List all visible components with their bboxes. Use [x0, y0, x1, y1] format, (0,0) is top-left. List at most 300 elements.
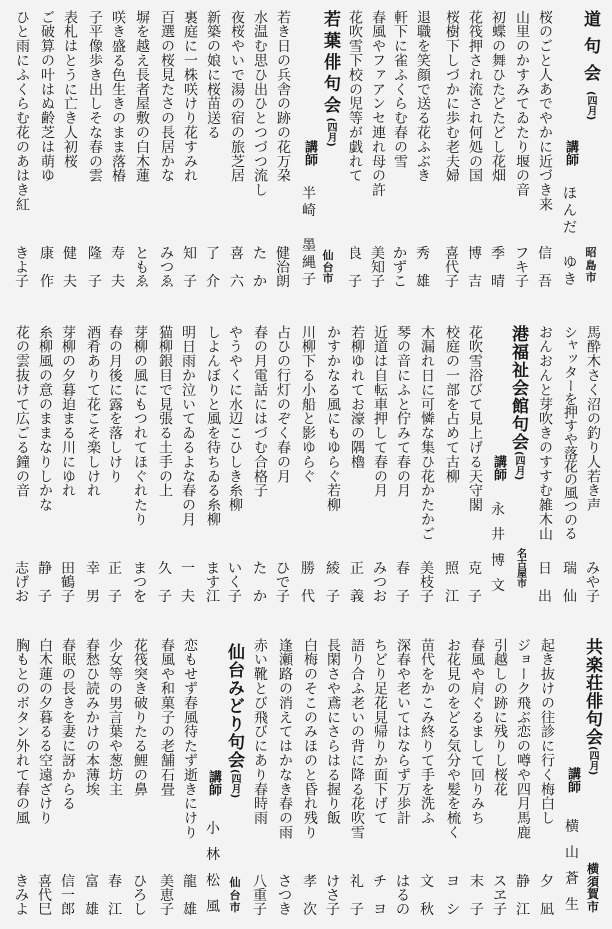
haiku-entry: [110, 10, 126, 292]
haiku-entry: [395, 638, 411, 920]
glyph: 吾: [538, 274, 552, 290]
haiku-author: [395, 562, 411, 604]
glyph: 小: [206, 821, 220, 837]
haiku-text: やうやくに水辺こひしき糸柳: [227, 325, 243, 513]
haiku-text: 引越しの跡に残りし桜花: [492, 638, 508, 797]
group-header: [580, 10, 600, 120]
glyph: 子: [493, 902, 507, 918]
haiku-entry: [275, 10, 291, 292]
glyph: 喜: [445, 246, 459, 262]
glyph: で: [276, 575, 290, 591]
haiku-entry: [539, 638, 555, 920]
glyph: 昭: [585, 246, 597, 259]
glyph: き: [563, 271, 577, 288]
haiku-author: [537, 562, 553, 604]
glyph: 治: [276, 260, 290, 276]
glyph: み: [586, 561, 600, 577]
glyph: 富: [85, 874, 99, 890]
haiku-author: [275, 562, 291, 604]
haiku-entry: [302, 638, 318, 920]
haiku-entry: [182, 638, 198, 920]
glyph: つ: [373, 575, 387, 591]
haiku-author: [302, 875, 318, 917]
glyph: 林: [206, 847, 220, 863]
lecturer-label: 講師: [563, 140, 578, 166]
glyph: し: [133, 902, 147, 918]
glyph: 永: [491, 502, 505, 518]
haiku-author: [349, 875, 365, 917]
glyph: 照: [445, 561, 459, 577]
haiku-entry: [300, 325, 316, 607]
haiku-text: 白梅のそこのみほのと昏れ残り: [302, 638, 318, 840]
glyph: フ: [515, 246, 529, 262]
glyph: 美: [371, 246, 385, 262]
haiku-text: 白木蓮の夕暮るる空遠ざけり: [37, 638, 53, 826]
glyph: 代: [301, 589, 315, 605]
glyph: 出: [538, 589, 552, 605]
haiku-author: [349, 562, 365, 604]
glyph: 六: [230, 274, 244, 290]
haiku-author: [515, 875, 531, 917]
haiku-author: [39, 247, 55, 289]
glyph: 子: [38, 589, 52, 605]
glyph: 子: [15, 274, 29, 290]
glyph: ほ: [563, 186, 577, 202]
glyph: 静: [38, 561, 52, 577]
group-city: [322, 250, 334, 284]
glyph: け: [326, 874, 340, 890]
haiku-text: 占ひの行灯のぞく春の月: [275, 325, 291, 484]
haiku-text: ジョーク飛ぶ恋の噂や四月馬鹿: [515, 638, 531, 840]
haiku-author: [180, 562, 196, 604]
haiku-author: [277, 875, 293, 917]
glyph: る: [396, 888, 410, 904]
haiku-entry: [415, 10, 431, 292]
haiku-text: 花吹雪浴びて見上げる天守閣: [467, 325, 483, 513]
haiku-author: [182, 247, 198, 289]
glyph: 博: [468, 246, 482, 262]
glyph: 綾: [326, 561, 340, 577]
haiku-text: 退職を笑顔で送る花ふぶき: [415, 10, 431, 183]
haiku-entry: [205, 10, 221, 292]
haiku-entry: [277, 638, 293, 920]
haiku-author: [110, 247, 126, 289]
glyph: 代: [445, 260, 459, 276]
haiku-entry: [107, 638, 123, 920]
haiku-entry: [14, 638, 30, 920]
glyph: た: [253, 561, 267, 577]
group-month: (四月): [513, 451, 524, 481]
haiku-text: おんおんと芽吹きのすすむ雑木山: [537, 325, 553, 541]
haiku-text: 猫柳銀目で見張る土手の上: [157, 325, 173, 498]
haiku-text: 明日雨か泣いてゐるよな春の月: [180, 325, 196, 527]
glyph: お: [15, 589, 29, 605]
glyph: や: [586, 575, 600, 591]
haiku-author: [37, 562, 53, 604]
haiku-text: 深春や老いてはならず万歩計: [395, 638, 411, 826]
glyph: つ: [133, 575, 147, 591]
glyph: 秀: [416, 246, 430, 262]
glyph: か: [253, 589, 267, 605]
haiku-author: [419, 562, 435, 604]
lecturer-name: [490, 503, 506, 593]
glyph: 男: [86, 589, 100, 605]
glyph: 次: [303, 902, 317, 918]
haiku-author: [227, 562, 243, 604]
glyph: 子: [445, 274, 459, 290]
haiku-text: 長閑さや鳶にさらはる握り飯: [325, 638, 341, 826]
haiku-author: [14, 247, 30, 289]
haiku-author: [132, 875, 148, 917]
haiku-author: [107, 562, 123, 604]
lecturer-label: 講師: [206, 770, 221, 796]
glyph: 夫: [181, 589, 195, 605]
haiku-entry: [87, 10, 103, 292]
glyph: よ: [15, 260, 29, 276]
haiku-entry: [60, 325, 76, 607]
glyph: 江: [108, 902, 122, 918]
glyph: ヨ: [373, 902, 387, 918]
haiku-entry: [490, 10, 506, 292]
haiku-text: 琴の音にふと佇みて春の月: [395, 325, 411, 498]
haiku-author: [14, 562, 30, 604]
glyph: ヱ: [493, 888, 507, 904]
glyph: さ: [278, 874, 292, 890]
group-month: (四月): [325, 117, 336, 147]
haiku-text: 胸もとのボタン外れて春の風: [14, 638, 30, 826]
glyph: い: [228, 561, 242, 577]
glyph: 夕: [540, 874, 554, 890]
glyph: 子: [326, 902, 340, 918]
glyph: ゆ: [563, 254, 577, 271]
haiku-author: [275, 247, 291, 289]
group-city: [587, 863, 599, 913]
glyph: と: [135, 246, 149, 262]
glyph: 市: [587, 899, 600, 914]
glyph: 子: [183, 274, 197, 290]
haiku-author: [14, 875, 30, 917]
haiku-author: [445, 875, 461, 917]
glyph: 市: [229, 901, 241, 914]
glyph: キ: [515, 260, 529, 276]
group-title: 共楽荘俳句会: [582, 638, 602, 746]
haiku-text: 春愁ひ読みかけの本薄埃: [84, 638, 100, 797]
glyph: 名: [517, 549, 527, 560]
haiku-author: [514, 247, 530, 289]
haiku-text: 塀を越え長者屋敷の白木蓮: [134, 10, 150, 183]
glyph: 子: [108, 589, 122, 605]
glyph: み: [15, 888, 29, 904]
glyph: き: [278, 902, 292, 918]
group-month: (四月): [585, 91, 596, 121]
haiku-text: 恋もせず春風待たず逝きにけり: [182, 638, 198, 840]
glyph: を: [133, 589, 147, 605]
glyph: 作: [40, 274, 54, 290]
haiku-text: 芽柳の夕暮迫まる川にゆれ: [60, 325, 76, 498]
glyph: 孝: [303, 874, 317, 890]
glyph: 郎: [61, 902, 75, 918]
glyph: 克: [468, 561, 482, 577]
haiku-text: 夜桜やいで湯の宿の旅芝居: [229, 10, 245, 183]
group-city: [229, 877, 241, 913]
glyph: ス: [493, 874, 507, 890]
glyph: 山: [565, 845, 579, 861]
haiku-text: 水温む思ひ出ひとつづつ流し: [252, 10, 268, 198]
haiku-author: [372, 875, 388, 917]
haiku-entry: [562, 325, 578, 607]
glyph: 須: [587, 874, 600, 889]
glyph: お: [373, 589, 387, 605]
glyph: 夫: [111, 274, 125, 290]
haiku-author: [347, 247, 363, 289]
glyph: 崎: [302, 203, 316, 220]
haiku-entry: [84, 638, 100, 920]
haiku-author: [182, 875, 198, 917]
glyph: 生: [565, 897, 579, 913]
glyph: 墨: [302, 237, 316, 254]
glyph: 季: [491, 246, 505, 262]
group-title: 若葉俳句会: [320, 10, 340, 118]
haiku-author: [300, 562, 316, 604]
haiku-entry: [252, 638, 268, 920]
glyph: 仙: [563, 589, 577, 605]
glyph: 子: [348, 274, 362, 290]
haiku-entry: [132, 325, 148, 607]
haiku-entry: [467, 325, 483, 607]
haiku-author: [395, 875, 411, 917]
haiku-text: 新築の娘に桜苗送る: [205, 10, 221, 140]
haiku-entry: [372, 638, 388, 920]
glyph: 信: [61, 874, 75, 890]
haiku-author: [252, 562, 268, 604]
glyph: チ: [373, 874, 387, 890]
glyph: ん: [563, 203, 577, 220]
group-header: [582, 638, 602, 775]
haiku-text: 山里のかすみてゐたり堰の音: [514, 10, 530, 198]
glyph: [563, 239, 577, 253]
lecturer-name: [205, 822, 221, 914]
glyph: 島: [585, 258, 597, 272]
glyph: 蒼: [565, 871, 579, 887]
glyph: 子: [371, 274, 385, 290]
glyph: 知: [183, 246, 197, 262]
glyph: 隆: [88, 246, 102, 262]
glyph: 介: [206, 274, 220, 290]
haiku-text: 苗代をかこみ終りて手を洗ふ: [419, 638, 435, 826]
glyph: 康: [40, 246, 54, 262]
glyph: 子: [396, 589, 410, 605]
haiku-author: [492, 875, 508, 917]
glyph: 信: [538, 246, 552, 262]
glyph: く: [228, 575, 242, 591]
glyph: た: [253, 246, 267, 262]
haiku-entry: [205, 325, 221, 607]
haiku-text: 春の月後に露を落しけり: [107, 325, 123, 484]
glyph: 八: [253, 874, 267, 890]
glyph: 田: [61, 561, 75, 577]
haiku-text: 芽柳の風にもつれてほぐれたり: [132, 325, 148, 527]
glyph: さ: [326, 888, 340, 904]
haiku-text: 春風や和菓子の老舗石畳: [159, 638, 175, 797]
glyph: か: [393, 246, 407, 262]
haiku-text: 初蝶の舞ひたどたどし花畑: [490, 10, 506, 183]
haiku-author: [132, 562, 148, 604]
haiku-author: [159, 247, 175, 289]
haiku-author: [157, 562, 173, 604]
haiku-text: 馬酔木さく沼の釣り人若き声: [585, 325, 601, 513]
haiku-text: 近道は自転車押して春の月: [372, 325, 388, 498]
glyph: 子: [160, 902, 174, 918]
glyph: 了: [206, 246, 220, 262]
haiku-text: 春眠の長きを妻に訝からる: [60, 638, 76, 811]
group-title: 港福祉会館句会: [508, 325, 528, 451]
haiku-text: 校庭の一部を占めて古柳: [444, 325, 460, 484]
haiku-entry: [85, 325, 101, 607]
haiku-entry: [62, 10, 78, 292]
glyph: 子: [88, 274, 102, 290]
lecturer-name: [301, 187, 317, 287]
haiku-text: 起き抜けの往診に行く梅白し: [539, 638, 555, 826]
glyph: 古: [517, 559, 527, 570]
lecturer-name: [562, 187, 578, 287]
haiku-author: [444, 247, 460, 289]
glyph: 枝: [420, 575, 434, 591]
haiku-entry: [37, 638, 53, 920]
haiku-entry: [227, 325, 243, 607]
haiku-author: [562, 562, 578, 604]
haiku-entry: [159, 10, 175, 292]
glyph: 一: [61, 888, 75, 904]
glyph: 礼: [350, 874, 364, 890]
glyph: 幸: [86, 561, 100, 577]
glyph: 雄: [416, 274, 430, 290]
glyph: 子: [586, 589, 600, 605]
glyph: 博: [491, 552, 505, 569]
glyph: [302, 221, 316, 235]
haiku-author: [444, 562, 460, 604]
glyph: み: [373, 561, 387, 577]
glyph: 秋: [420, 902, 434, 918]
haiku-entry: [515, 638, 531, 920]
glyph: 子: [470, 902, 484, 918]
haiku-text: 語り合ふ老いの背に降る花吹雪: [349, 638, 365, 840]
glyph: 江: [445, 589, 459, 605]
haiku-entry: [252, 10, 268, 292]
haiku-entry: [14, 10, 30, 292]
glyph: 子: [253, 902, 267, 918]
glyph: 朗: [276, 274, 290, 290]
glyph: 風: [206, 899, 220, 915]
haiku-author: [392, 247, 408, 289]
group-header: [320, 10, 340, 147]
haiku-entry: [39, 10, 55, 292]
haiku-text: 少女等の男言葉や葱坊主: [107, 638, 123, 797]
glyph: だ: [563, 220, 577, 237]
haiku-text: 春風や肩ぐるまして回りみち: [469, 638, 485, 826]
lecturer-label: 講師: [302, 140, 317, 166]
haiku-author: [539, 875, 555, 917]
haiku-text: 木漏れ日に可憐な集ひ花かたかご: [419, 325, 435, 541]
glyph: 美: [160, 874, 174, 890]
haiku-author: [469, 875, 485, 917]
haiku-entry: [537, 10, 553, 292]
haiku-text: 子平像歩き出しそな春の雲: [87, 10, 103, 183]
glyph: 仙: [229, 876, 241, 889]
haiku-entry: [444, 10, 460, 292]
haiku-text: 軒下に雀ふくらむ春の雪: [392, 10, 408, 169]
glyph: 知: [371, 260, 385, 276]
haiku-text: 若柳ゆれてお濠の隅櫓: [349, 325, 365, 469]
glyph: ひ: [133, 874, 147, 890]
glyph: 春: [108, 874, 122, 890]
glyph: 日: [538, 561, 552, 577]
haiku-entry: [107, 325, 123, 607]
haiku-entry: [467, 10, 483, 292]
glyph: 子: [420, 589, 434, 605]
group-title: 仙台みどり句会: [224, 643, 244, 769]
haiku-entry: [229, 10, 245, 292]
glyph: 喜: [230, 246, 244, 262]
haiku-author: [325, 562, 341, 604]
glyph: 市: [322, 272, 334, 285]
haiku-author: [159, 875, 175, 917]
glyph: 義: [350, 589, 364, 605]
glyph: 子: [158, 589, 172, 605]
glyph: 勝: [301, 561, 315, 577]
haiku-entry: [182, 10, 198, 292]
haiku-author: [252, 247, 268, 289]
haiku-author: [467, 562, 483, 604]
glyph: の: [396, 902, 410, 918]
glyph: 寿: [111, 246, 125, 262]
haiku-text: ちどり足花見帰りか面下げて: [372, 638, 388, 826]
glyph: 健: [63, 246, 77, 262]
glyph: 美: [420, 561, 434, 577]
glyph: 文: [491, 577, 505, 594]
glyph: 台: [322, 260, 334, 274]
haiku-author: [134, 247, 150, 289]
glyph: ろ: [133, 888, 147, 904]
glyph: つ: [278, 888, 292, 904]
glyph: 静: [516, 874, 530, 890]
glyph: 春: [396, 561, 410, 577]
glyph: 井: [491, 527, 505, 544]
haiku-entry: [419, 325, 435, 607]
haiku-entry: [445, 638, 461, 920]
glyph: 凪: [540, 902, 554, 918]
haiku-author: [60, 562, 76, 604]
haiku-entry: [469, 638, 485, 920]
group-month: (四月): [587, 746, 598, 776]
haiku-entry: [537, 325, 553, 607]
haiku-text: ご破算の叶はぬ齢芝は萌ゆ: [39, 10, 55, 183]
haiku-entry: [180, 325, 196, 607]
glyph: 子: [302, 271, 316, 288]
glyph: 晴: [491, 274, 505, 290]
haiku-text: ひと雨にふくらむ花のあはき紅: [14, 10, 30, 212]
haiku-text: 花吹雪下校の児等が戯れて: [347, 10, 363, 183]
haiku-entry: [132, 638, 148, 920]
haiku-author: [60, 875, 76, 917]
haiku-author: [467, 247, 483, 289]
glyph: 鶴: [61, 575, 75, 591]
glyph: か: [253, 274, 267, 290]
haiku-entry: [325, 325, 341, 607]
glyph: 仙: [322, 249, 334, 262]
glyph: ゑ: [160, 274, 174, 290]
group-city: [517, 550, 527, 590]
lecturer-label: 講師: [491, 455, 506, 481]
